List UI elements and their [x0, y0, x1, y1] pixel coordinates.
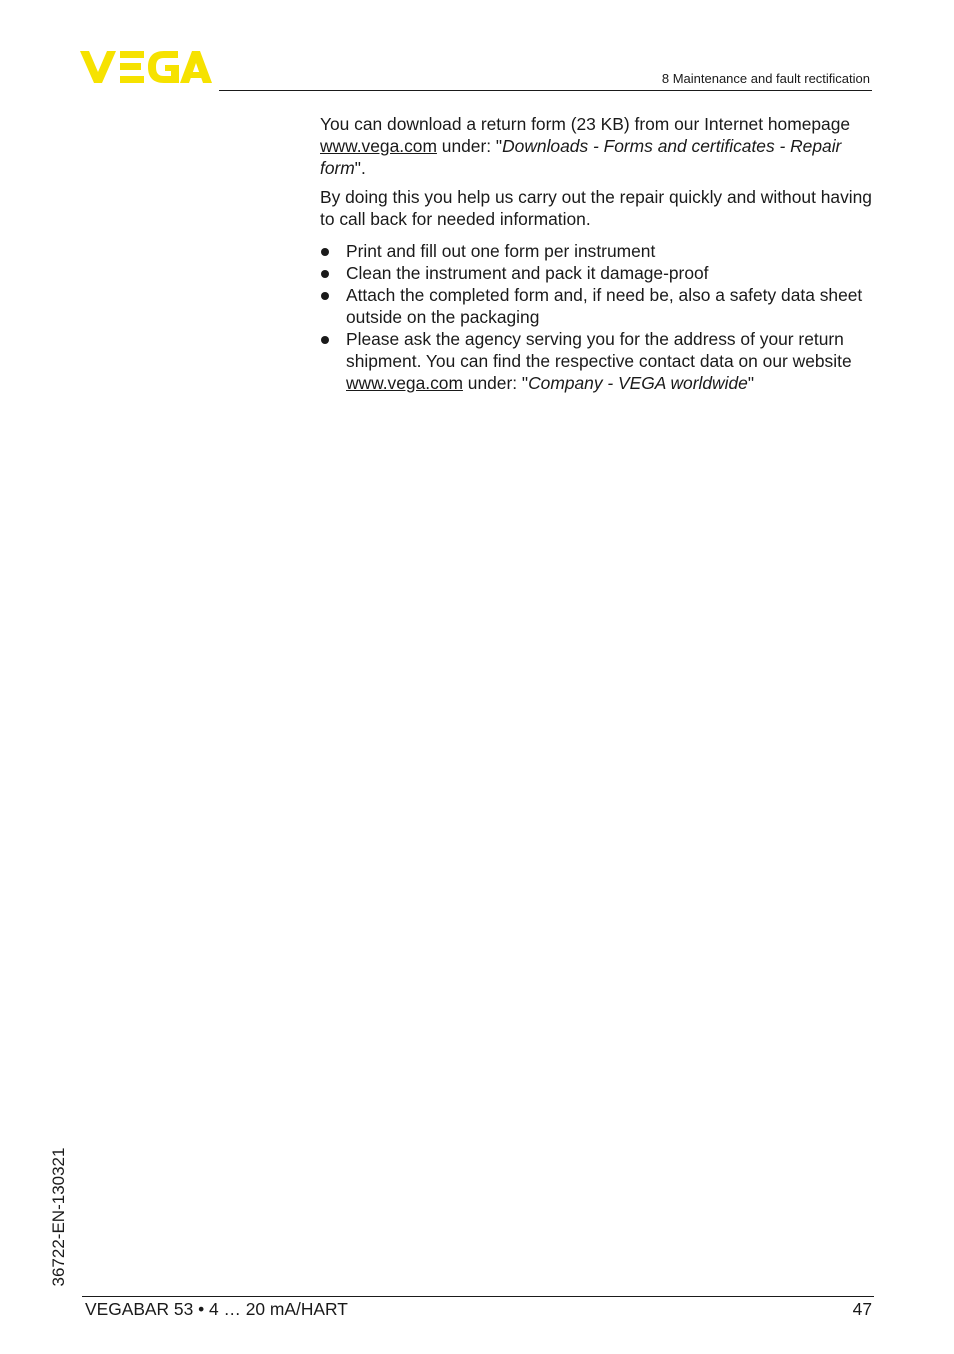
- bullet-icon: [321, 270, 329, 278]
- footer-product: VEGABAR 53 • 4 … 20 mA/HART: [85, 1299, 348, 1319]
- list-item: Please ask the agency serving you for the address of your return shipment. You can find the respective contact data on our website www.vega.com under: "Company - VEGA worldwide": [320, 328, 876, 394]
- main-content: [320, 113, 876, 394]
- downloads-path: Downloads - Forms and certificates - Repair form: [320, 136, 842, 178]
- company-path: Company - VEGA worldwide: [528, 373, 748, 393]
- page-number: 47: [852, 1299, 872, 1319]
- instructions-list: [320, 240, 876, 394]
- bullet-icon: [321, 248, 329, 256]
- bullet-icon: [321, 292, 329, 300]
- footer-divider: [82, 1296, 874, 1297]
- header-divider: [219, 90, 872, 91]
- document-number: 36722-EN-130321: [49, 1147, 68, 1287]
- list-item: Attach the completed form and, if need be, also a safety data sheet outside on the packaging: [320, 284, 876, 328]
- vega-website-link[interactable]: www.vega.com: [346, 373, 463, 393]
- section-title: 8 Maintenance and fault rectification: [661, 71, 870, 86]
- list-item: Print and fill out one form per instrument: [320, 240, 876, 262]
- paragraph-help: By doing this you help us carry out the repair quickly and without having to call back for needed information.: [320, 187, 872, 229]
- vega-website-link[interactable]: www.vega.com: [320, 136, 437, 156]
- vega-logo: [80, 50, 212, 84]
- list-item: Clean the instrument and pack it damage-proof: [320, 262, 876, 284]
- paragraph-return-form: You can download a return form (23 KB) from our Internet homepage www.vega.com under: "Downloads - Forms and certificates - Repair form".: [320, 114, 851, 178]
- bullet-icon: [321, 336, 329, 344]
